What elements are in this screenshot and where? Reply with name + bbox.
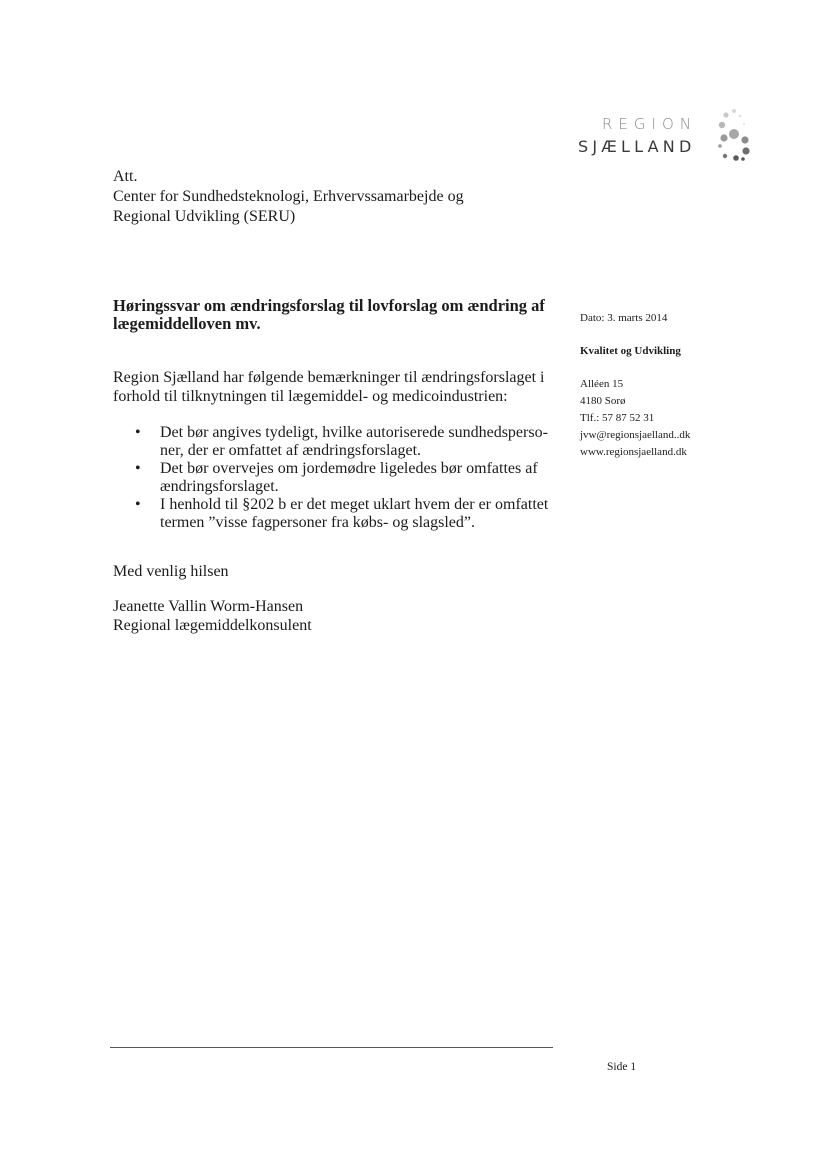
list-item-text: Det bør overvejes om jordemødre ligeledes bør omfattes af ændringsforslaget.: [160, 460, 538, 495]
document-title: Høringssvar om ændringsforslag til lovforslag om ændring af lægemiddelloven mv.: [113, 296, 545, 333]
bullet-icon: •: [135, 460, 141, 477]
list-item: [113, 424, 553, 460]
logo-text-region: REGION: [602, 115, 697, 133]
phone-number: Tlf.: 57 87 52 31: [580, 412, 655, 424]
recipient-att: Att.: [113, 168, 138, 185]
intro-paragraph: Region Sjælland har følgende bemærkninger til ændringsforslaget i forhold til tilknytningen til lægemiddel- og medicoindustrien:: [113, 369, 545, 405]
signature-role: Regional lægemiddelkonsulent: [113, 617, 312, 634]
recipient-line-2: Center for Sundhedsteknologi, Erhvervssamarbejde og: [113, 188, 464, 205]
footer-divider: [110, 1047, 553, 1048]
email-address: jvw@regionsjaelland..dk: [580, 429, 691, 441]
bullet-icon: •: [135, 496, 141, 513]
page-number: Side 1: [607, 1061, 637, 1073]
signature-name: Jeanette Vallin Worm-Hansen: [113, 598, 304, 615]
closing-greeting: Med venlig hilsen: [113, 563, 229, 580]
document-date: Dato: 3. marts 2014: [580, 312, 668, 324]
address-city: 4180 Sorø: [580, 395, 626, 407]
logo-text-sjaelland: SJÆLLAND: [578, 137, 696, 156]
recipient-block: [113, 167, 464, 227]
address-street: Alléen 15: [580, 378, 624, 390]
list-item: [113, 496, 553, 532]
list-item-text: Det bør angives tydeligt, hvilke autoriserede sundhedspersoner, der er omfattet af ændringsforslaget.: [160, 424, 548, 459]
website-url: www.regionsjaelland.dk: [580, 446, 687, 458]
department-name: Kvalitet og Udvikling: [580, 345, 681, 357]
bullet-icon: •: [135, 424, 141, 441]
contact-block: [580, 376, 690, 461]
recipient-line-3: Regional Udvikling (SERU): [113, 208, 296, 225]
list-item: [113, 460, 553, 496]
remarks-list: [113, 424, 553, 532]
list-item-text: I henhold til §202 b er det meget uklart hvem der er omfattet termen ”visse fagpersoner fra købs- og slagsled”.: [160, 496, 549, 531]
signature-block: [113, 597, 312, 635]
logo-dots-icon: [712, 106, 757, 166]
